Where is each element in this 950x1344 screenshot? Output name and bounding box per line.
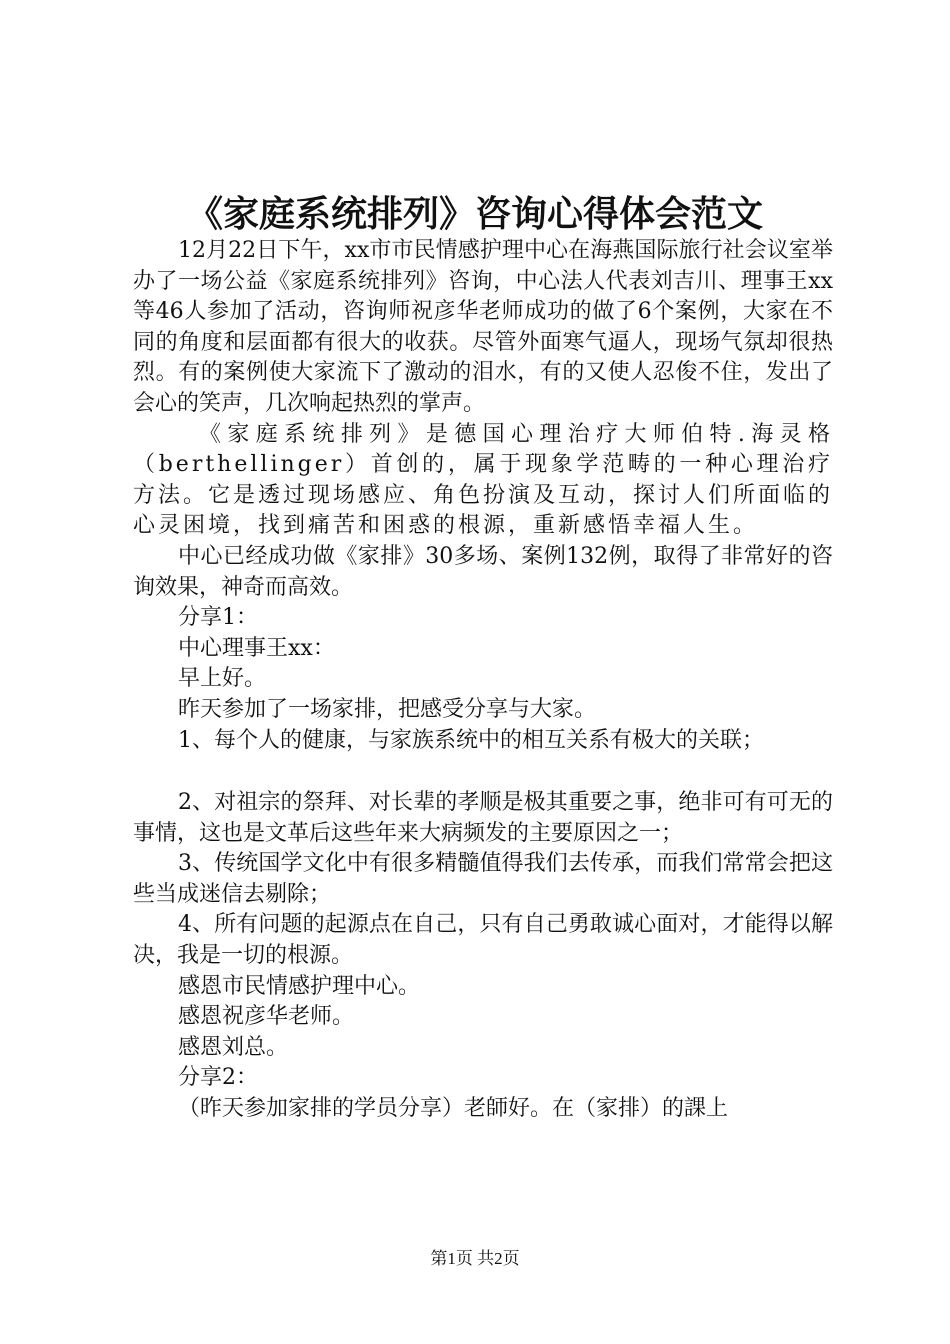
share-1-speaker: 中心理事王xx： xyxy=(178,635,335,661)
paragraph-intro: 12月22日下午，xx市市民情感护理中心在海燕国际旅行社会议室举办了一场公益《家庭系统排列》咨询，中心法人代表刘吉川、理事王xx等46人参加了活动，咨询师祝彦华老师成功的做了6个案例，大家在不同的角度和层面都有很大的收获。尽管外面寒气逼人，现场气氛却很热烈。有的案例使大家流下了激动的泪水，有的又使人忍俊不住，发出了会心的笑声，几次响起热烈的掌声。 xyxy=(133,238,833,416)
thanks-teacher: 感恩祝彦华老师。 xyxy=(178,1004,355,1030)
share-1-point-4: 4、所有问题的起源点在自己，只有自己勇敢诚心面对，才能得以解决，我是一切的根源。 xyxy=(133,912,833,969)
share-1-greeting: 早上好。 xyxy=(178,666,267,692)
paragraph-achievements: 中心已经成功做《家排》30多场、案例132例，取得了非常好的咨询效果，神奇而高效。 xyxy=(133,543,833,600)
document-title: 《家庭系统排列》咨询心得体会范文 xyxy=(186,193,763,235)
share-1-heading: 分享1： xyxy=(178,605,258,631)
page-number: 第1页 共2页 xyxy=(430,1249,520,1268)
share-2-heading: 分享2： xyxy=(178,1065,258,1091)
document-body xyxy=(133,236,833,1125)
share-1-intro: 昨天参加了一场家排，把感受分享与大家。 xyxy=(178,696,597,722)
thanks-director: 感恩刘总。 xyxy=(178,1034,289,1060)
thanks-center: 感恩市民情感护理中心。 xyxy=(178,973,421,999)
share-1-point-2: 2、对祖宗的祭拜、对长辈的孝顺是极其重要之事，绝非可有可无的事情，这也是文革后这些年来大病频发的主要原因之一； xyxy=(133,790,833,846)
paragraph-definition: 《家庭系统排列》是德国心理治疗大师伯特.海灵格（berthellinger）首创的，属于现象学范畴的一种心理治疗方法。它是透过现场感应、角色扮演及互动，探讨人们所面临的心灵困境，找到痛苦和困惑的根源，重新感悟幸福人生。 xyxy=(133,421,834,539)
share-1-point-1: 1、每个人的健康，与家族系统中的相互关系有极大的关联； xyxy=(178,727,764,753)
share-1-point-3: 3、传统国学文化中有很多精髓值得我们去传承，而我们常常会把这些当成迷信去剔除； xyxy=(133,851,833,907)
share-2-intro: （昨天参加家排的学员分享）老師好。在（家排）的課上 xyxy=(178,1096,729,1122)
